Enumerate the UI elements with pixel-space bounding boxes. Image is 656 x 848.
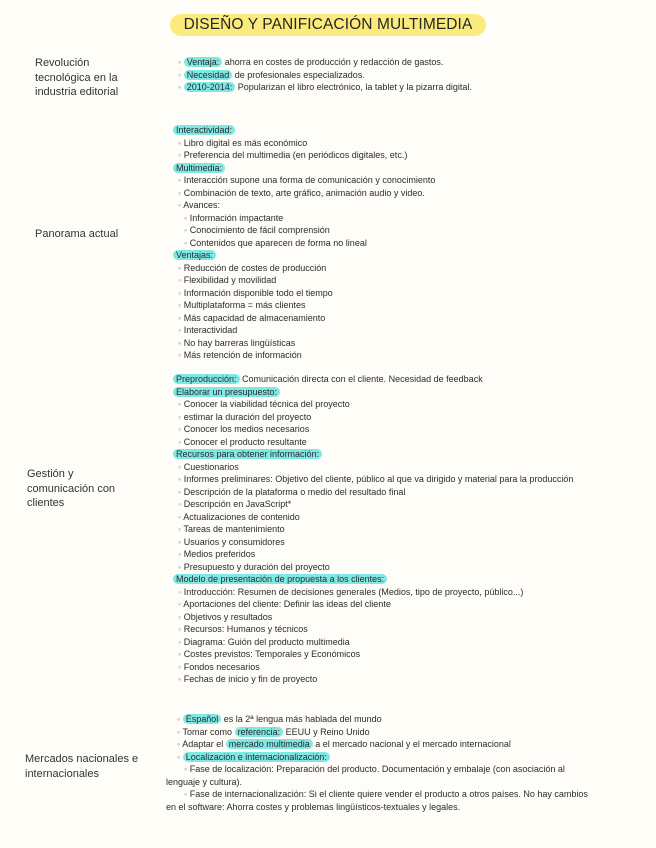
subheading: Recursos para obtener información: (173, 449, 322, 459)
list-item-text: de profesionales especializados. (232, 69, 365, 80)
list-item: ◦ Conocer la viabilidad técnica del proyecto (173, 398, 613, 411)
list-item: ◦ Multiplataforma = más clientes (173, 299, 613, 312)
list-item: ◦ Actualizaciones de contenido (173, 511, 613, 524)
list-item-text: ahorra en costes de producción y redacción de gastos. (222, 57, 444, 67)
list-item: ◦ Tareas de mantenimiento (173, 523, 613, 536)
text: Adaptar el (182, 739, 226, 749)
subheading: Localización e internacionalización: (183, 752, 330, 762)
list-item: ◦ Introducción: Resumen de decisiones generales (Medios, tipo de proyecto, público...) (173, 586, 613, 599)
list-item: ◦ Contenidos que aparecen de forma no lineal (173, 237, 613, 250)
list-item: ◦ Usuarios y consumidores (173, 536, 613, 549)
list-item: ◦ Reducción de costes de producción (173, 262, 613, 275)
list-item: ◦ Recursos: Humanos y técnicos (173, 623, 613, 636)
paragraph-text: Fase de localización: Preparación del producto. Documentación y embalaje (con asociación al lenguaje y cultura). (166, 764, 565, 787)
section-label-panorama: Panorama actual (35, 228, 119, 240)
text: es la 2ª lengua más hablada del mundo (221, 714, 382, 724)
subheading: Elaborar un presupuesto: (173, 387, 280, 397)
section-label-revolucion: Revolución tecnológica en la industria editorial (35, 57, 119, 98)
list-item: ◦ Interactividad (173, 324, 613, 337)
section-label-gestion: Gestión y comunicación con clientes (27, 468, 116, 509)
list-item: ◦ Objetivos y resultados (173, 611, 613, 624)
text: a el mercado nacional y el mercado internacional (312, 739, 511, 749)
highlight-term: referencia: (235, 727, 284, 737)
list-item: ◦ Cuestionarios (173, 461, 613, 474)
list-item: ◦ Información impactante (173, 212, 613, 225)
list-item: ◦ No hay barreras lingüísticas (173, 337, 613, 350)
list-item: ◦ Combinación de texto, arte gráfico, animación audio y video. (173, 187, 613, 200)
section-label-mercados: Mercados nacionales e internacionales (25, 753, 139, 780)
list-item: ◦ Presupuesto y duración del proyecto (173, 561, 613, 574)
list-item: ◦ Fechas de inicio y fin de proyecto (173, 673, 613, 686)
list-item: ◦ Conocer los medios necesarios (173, 423, 613, 436)
list-item: ◦ Más retención de información (173, 349, 613, 362)
paragraph (166, 788, 596, 813)
list-item: ◦ Avances: (173, 199, 613, 212)
list-item: ◦ Interacción supone una forma de comunicación y conocimiento (173, 174, 613, 187)
subheading: Ventajas: (173, 250, 216, 260)
highlight-term: Necesidad (184, 70, 233, 80)
list-item: ◦ Libro digital es más económico (173, 137, 613, 150)
list-item: ◦ Aportaciones del cliente: Definir las ideas del cliente (173, 598, 613, 611)
list-item-text: Popularizan el libro electrónico, la tablet y la pizarra digital. (235, 82, 472, 92)
list-item: ◦ Costes previstos: Temporales y Económicos (173, 648, 613, 661)
page-title: DISEÑO Y PANIFICACIÓN MULTIMEDIA (170, 14, 487, 36)
list-item: ◦ Informes preliminares: Objetivo del cliente, público al que va dirigido y material para la producción (173, 473, 578, 486)
list-item: ◦ Más capacidad de almacenamiento (173, 312, 613, 325)
highlight-term: mercado multimedia (226, 739, 313, 749)
highlight-term: 2010-2014: (184, 82, 236, 92)
text: EEUU y Reino Unido (283, 726, 370, 737)
list-item: ◦ Información disponible todo el tiempo (173, 287, 613, 300)
list-item: ◦ Conocer el producto resultante (173, 436, 613, 449)
subheading: Preproducción: (173, 374, 240, 384)
section-revolucion (173, 56, 613, 94)
highlight-term: Español (183, 714, 222, 724)
list-item: ◦ Descripción de la plataforma o medio del resultado final (173, 486, 613, 499)
text: Comunicación directa con el cliente. Necesidad de feedback (239, 374, 483, 384)
paragraph-text: Fase de internacionalización: Si el cliente quiere vender el producto a otros países. No hay cambios en el software: Ahorra costes y problemas lingüísticos-textuales y legales. (166, 789, 588, 812)
list-item: ◦ Conocimiento de fácil comprensión (173, 224, 613, 237)
text: Tomar como (182, 726, 235, 737)
list-item: ◦ estimar la duración del proyecto (173, 411, 613, 424)
highlight-term: Ventaja: (184, 57, 223, 67)
subheading: Multimedia: (173, 163, 225, 173)
list-item: ◦ Flexibilidad y movilidad (173, 274, 613, 287)
section-panorama (173, 124, 613, 362)
paragraph (166, 763, 596, 788)
list-item: ◦ Fondos necesarios (173, 661, 613, 674)
subheading: Interactividad: (173, 125, 235, 135)
list-item: ◦ Preferencia del multimedia (en periódicos digitales, etc.) (173, 149, 613, 162)
section-gestion (173, 373, 613, 686)
subheading: Modelo de presentación de propuesta a los clientes: (173, 574, 387, 584)
list-item: ◦ Medios preferidos (173, 548, 613, 561)
list-item: ◦ Descripción en JavaScript* (173, 498, 613, 511)
list-item: ◦ Diagrama: Guión del producto multimedia (173, 636, 613, 649)
section-mercados (166, 713, 596, 813)
